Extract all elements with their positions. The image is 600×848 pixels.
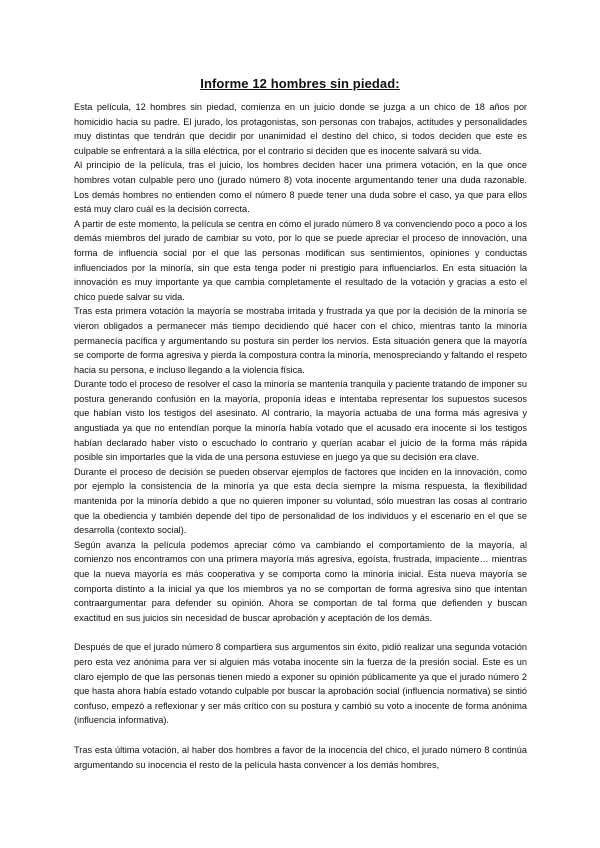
paragraph-second-vote: Después de que el jurado número 8 compartiera sus argumentos sin éxito, pidió realizar una segunda votación pero esta vez anónima para ver si alguien más votaba inocente sin la fuerza de la presión social. Este es un claro ejemplo de que las personas tienen miedo a exponer su opinión públicamente ya que el jurado número 2 que hasta ahora había estado votando culpable por buscar la aprobación social (influencia normativa) se sintió confuso, empezó a reflexionar y ser más crítico con su postura y cambió su voto a inocente de forma anónima (influencia informativa). [74,642,527,726]
document-title: Informe 12 hombres sin piedad: [200,76,400,91]
paragraph-minority-behaviour: Durante todo el proceso de resolver el caso la minoría se mantenía tranquila y paciente tratando de imponer su postura generando confusión en la mayoría, proponía ideas e intentaba representar los supuestos sucesos que habían visto los testigos del asesinato. Al contrario, la mayoría actuaba de una forma más agresiva y angustiada ya que no entendían porque la minoría había votado que el acusado era inocente si los testigos habían declarado haber visto o escuchado lo contrario y querían acabar el juicio de la forma más rápida posible sin importarles que la vida de una persona estuviese en juego ya que su decisión era clave. [74,379,528,463]
paragraph-majority-change: Según avanza la película podemos apreciar cómo va cambiando el comportamiento de la mayoría, al comienzo nos encontramos con una primera mayoría más agresiva, egoísta, frustrada, impaciente… mientras que la nueva mayoría es más cooperativa y se comporta como la minoría inicial. Esta nueva mayoría se comporta distinto a la inicial ya que los miembros ya no se comportan de forma agresiva sino que intentan contraargumentar para defender su opinión. Ahora se comportan de tal forma que defienden y buscan exactitud en sus juicios sin necesidad de buscar aprobación y aceptación de los demás. [74,539,527,623]
document-body [74,100,527,772]
paragraph-last-vote: Tras esta última votación, al haber dos hombres a favor de la inocencia del chico, el jurado número 8 continúa argumentando su inocencia el resto de la película hasta convencer a los demás hombres, [74,744,527,770]
paragraph-majority-reaction: Tras esta primera votación la mayoría se mostraba irritada y frustrada ya que por la decisión de la minoría se vieron obligados a permanecer más tiempo decidiendo qué hacer con el chico, mientras tanto la minoría permanecía pacífica y argumentando su postura sin perder los nervios. Esta situación genera que la mayoría se comporte de forma agresiva y pierda la compostura contra la minoría, menospreciando y faltando el respeto hacia su persona, e incluso llegando a la violencia física. [74,306,527,375]
paragraph-intro: Esta película, 12 hombres sin piedad, comienza en un juicio donde se juzga a un chico de 18 años por homicidio hacia su padre. El jurado, los protagonistas, son personas con trabajos, actitudes y personalidades muy distintas que tendrán que decidir por unanimidad el destino del chico, si todos deciden que este es culpable se enfrentará a la silla eléctrica, por el contrario si deciden que es inocente salvará su vida. [74,102,527,156]
paragraph-first-vote: Al principio de la película, tras el juicio, los hombres deciden hacer una primera votación, en la que once hombres votan culpable pero uno (jurado número 8) vota inocente argumentando tener una duda razonable. Los demás hombres no entienden como el número 8 puede tener una duda sobre el caso, ya que para ellos está muy claro cuál es la decisión correcta. [74,160,527,215]
paragraph-innovation: A partir de este momento, la película se centra en cómo el jurado número 8 va convenciendo poco a poco a los demás miembros del jurado de cambiar su voto, por lo que se puede apreciar el proceso de innovación, una forma de influencia social por el que las personas modifican sus sentimientos, opiniones y conductas influenciados por la minoría, sin que esta tenga poder ni prestigio para influenciarlos. En esta situación la innovación es muy importante ya que cambia completamente el resultado de la votación y gracias a esto el chico puede salvar su vida. [74,218,527,302]
paragraph-factors: Durante el proceso de decisión se pueden observar ejemplos de factores que inciden en la innovación, como por ejemplo la consistencia de la minoría ya que esta decía siempre la misma respuesta, la flexibilidad mantenida por la minoría debido a que no quieren imponer su voluntad, sólo muestran las cosas al contrario que la obediencia y también depende del tipo de personalidad de los individuos y el escenario en el que se desarrolla (contexto social). [74,466,527,536]
